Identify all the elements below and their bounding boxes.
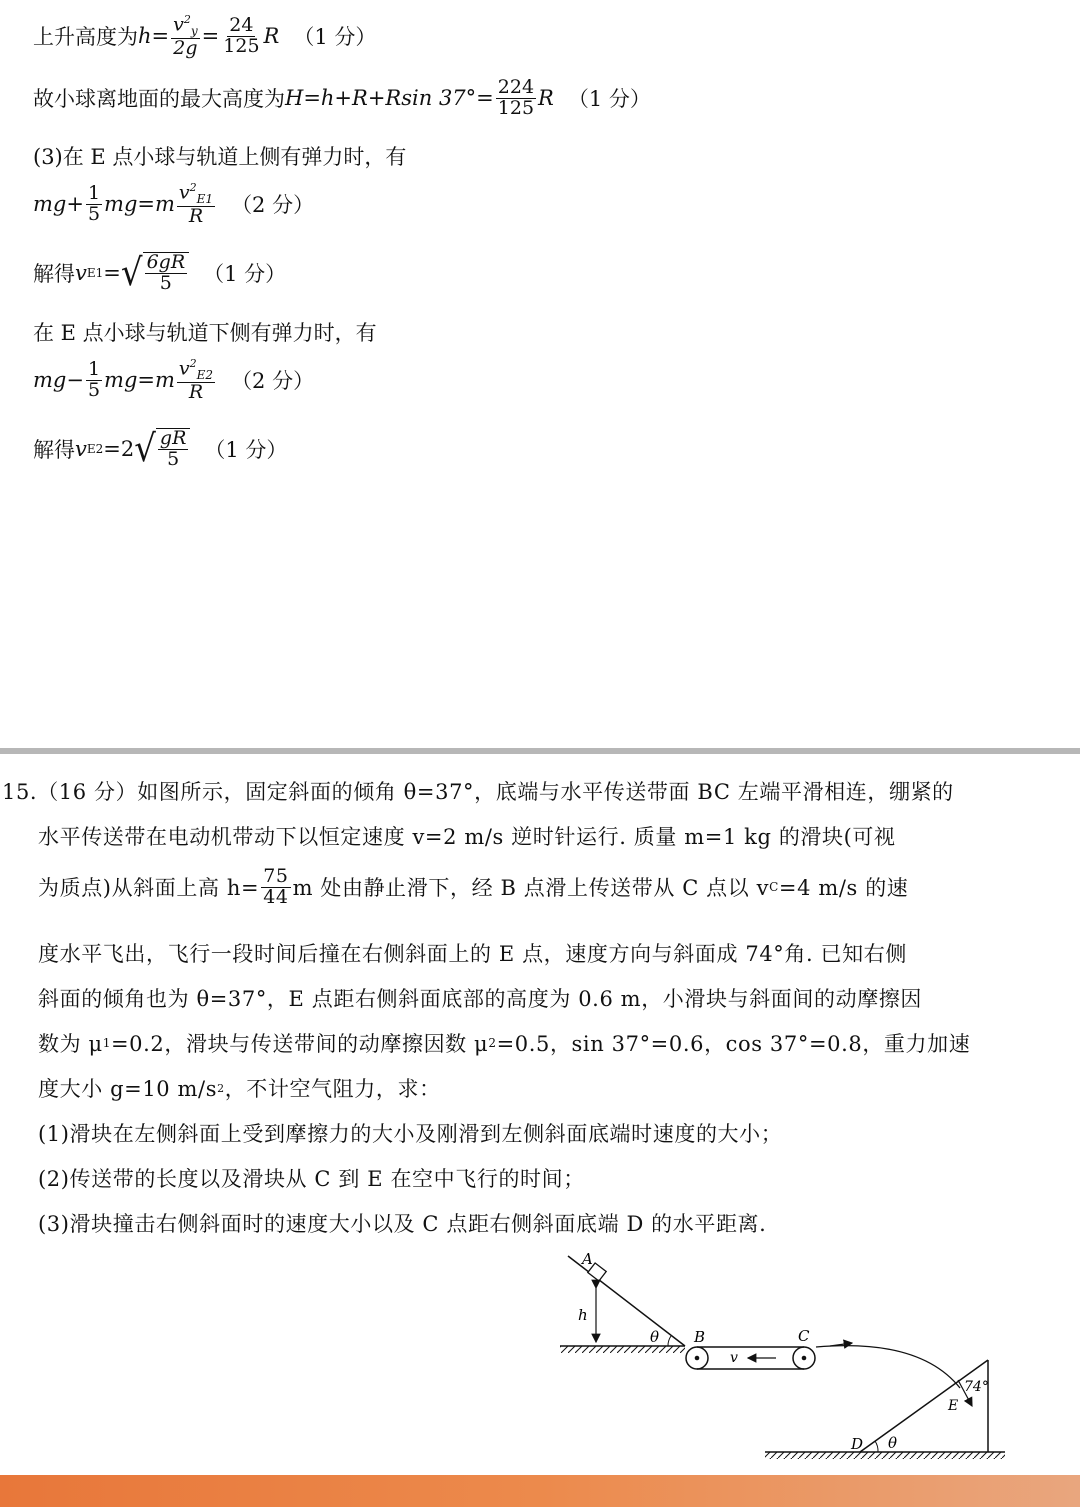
- question-2: (2)传送带的长度以及滑块从 C 到 E 在空中飞行的时间；: [38, 1167, 585, 1191]
- question-3: (3)滑块撞击右侧斜面时的速度大小以及 C 点距右侧斜面底端 D 的水平距离.: [38, 1212, 767, 1236]
- problem15-line-1: 15.（16 分）如图所示，固定斜面的倾角 θ=37°，底端与水平传送带面 BC 左端平滑相连，绷紧的: [2, 780, 954, 804]
- num: 1: [87, 357, 101, 380]
- label-B: B: [694, 1328, 706, 1346]
- den: 44: [263, 885, 289, 908]
- sub: E2: [86, 441, 104, 456]
- den: R: [188, 204, 204, 227]
- formula: mg=m: [104, 192, 175, 217]
- num: v: [178, 357, 190, 380]
- equals: =: [151, 24, 170, 49]
- formula: H=h+R+Rsin 37°=: [285, 86, 494, 111]
- problem15-line-5: 斜面的倾角也为 θ=37°，E 点距右侧斜面底部的高度为 0.6 m，小滑块与斜面间的动摩擦因: [38, 987, 922, 1011]
- fraction-1-5: [86, 357, 102, 401]
- text: 故小球离地面的最大高度为: [33, 87, 285, 112]
- var-R: R: [538, 86, 554, 111]
- sub: E1: [196, 192, 214, 207]
- sub: 2: [488, 1036, 497, 1050]
- formula: mg−: [33, 368, 84, 393]
- text: 为质点)从斜面上高 h=: [38, 876, 260, 901]
- sub: E1: [86, 265, 104, 280]
- fraction-224-125: [496, 78, 536, 119]
- text: =4 m/s 的速: [778, 876, 909, 901]
- num: gR: [159, 427, 187, 449]
- footer-bar: [0, 1475, 1080, 1507]
- den: R: [188, 380, 204, 403]
- label-v: v: [730, 1350, 738, 1366]
- score: （1 分）: [203, 261, 287, 286]
- label-theta-right: θ: [888, 1434, 898, 1452]
- label-h: h: [578, 1306, 588, 1324]
- den: 5: [159, 271, 172, 294]
- formula: mg=m: [104, 368, 175, 393]
- text: 度大小 g=10 m/s: [38, 1077, 218, 1101]
- score: （2 分）: [231, 369, 315, 394]
- fraction-vE2-R: [177, 358, 215, 403]
- sub: 1: [102, 1036, 111, 1050]
- solution-line-4: [33, 182, 314, 227]
- sub: C: [769, 880, 779, 895]
- fraction-vE1-R: [177, 182, 215, 227]
- sub: y: [190, 24, 198, 39]
- problem15-line-4: 度水平飞出，飞行一段时间后撞在右侧斜面上的 E 点，速度方向与斜面成 74°角. 已知右侧: [38, 942, 907, 966]
- left-angle-arc: [668, 1336, 671, 1346]
- var-v: v: [75, 436, 87, 461]
- num: 224: [497, 76, 535, 98]
- solution-line-5: [33, 252, 286, 294]
- question-1: (1)滑块在左侧斜面上受到摩擦力的大小及刚滑到左侧斜面底端时速度的大小；: [38, 1122, 783, 1146]
- text: 数为 μ: [38, 1032, 103, 1056]
- trajectory: [816, 1346, 960, 1388]
- var-R: R: [263, 24, 280, 49]
- right-incline: [860, 1360, 988, 1452]
- problem15-line-6: [38, 1028, 1080, 1058]
- equals: =2: [103, 436, 135, 461]
- label-C: C: [798, 1327, 810, 1345]
- label-A: A: [582, 1250, 593, 1268]
- text: 解得: [33, 261, 75, 286]
- right-ground-hatch: [765, 1452, 1005, 1459]
- left-incline: [568, 1256, 685, 1346]
- num: 1: [87, 181, 101, 204]
- fraction-1-5: [86, 181, 102, 225]
- text: m 处由静止滑下，经 B 点滑上传送带从 C 点以 v: [292, 876, 770, 901]
- right-angle-arc: [875, 1441, 878, 1452]
- den: 125: [497, 96, 535, 119]
- problem15-line-7: [38, 1073, 1080, 1103]
- sup: 2: [189, 357, 197, 370]
- sqrt: √ $\frac{6gR}{5}$: [121, 252, 189, 294]
- label-theta-left: θ: [650, 1328, 660, 1346]
- sup: 2: [189, 181, 197, 194]
- var-v: v: [75, 260, 87, 285]
- problem-figure: [540, 1248, 1020, 1468]
- fraction-gR-5: [158, 429, 188, 470]
- solution-line-8: [33, 428, 287, 470]
- text: 上升高度为: [33, 25, 138, 50]
- solution-line-1: 上升高度为 h = $\frac{v^2_y}{2g}$ = $\frac{24}{125}$ R （1 分）: [33, 13, 377, 59]
- label-D: D: [851, 1435, 864, 1453]
- left-ground-hatch: [560, 1346, 685, 1353]
- equals: =: [103, 260, 121, 285]
- problem15-line-3: [38, 867, 1080, 908]
- den: 5: [87, 378, 101, 401]
- solution-line-3: (3)在 E 点小球与轨道上侧有弹力时，有: [33, 145, 407, 169]
- score: （1 分）: [567, 87, 651, 112]
- num: v: [178, 181, 190, 204]
- solution-line-6: 在 E 点小球与轨道下侧有弹力时，有: [33, 321, 377, 345]
- sqrt: √ $\frac{gR}{5}$: [134, 428, 190, 470]
- label-angle: 74°: [964, 1379, 989, 1395]
- text: ，不计空气阻力，求：: [224, 1077, 441, 1101]
- score: （1 分）: [293, 25, 377, 50]
- fraction-6gR-5: [145, 253, 188, 294]
- solution-line-2: [33, 78, 651, 119]
- fraction-75-44: [261, 867, 290, 908]
- problem15-line-2: 水平传送带在电动机带动下以恒定速度 v=2 m/s 逆时针运行. 质量 m=1 kg 的滑块(可视: [38, 825, 896, 849]
- score: （1 分）: [204, 437, 288, 462]
- sub: E2: [196, 368, 214, 383]
- fraction-vy2-2g: [171, 14, 200, 59]
- text: 解得: [33, 437, 75, 462]
- num: 6gR: [146, 251, 186, 273]
- num: 24: [229, 13, 254, 36]
- den: 5: [167, 447, 180, 470]
- den: 5: [87, 202, 101, 225]
- fraction-24-125: [221, 13, 261, 57]
- var-h: h: [138, 24, 152, 49]
- formula: mg+: [33, 192, 84, 217]
- den: 2g: [173, 36, 198, 59]
- text: =0.2，滑块与传送带间的动摩擦因数 μ: [110, 1032, 489, 1056]
- sup: 2: [183, 13, 191, 26]
- num: 75: [263, 865, 289, 887]
- num: v: [173, 13, 184, 36]
- label-E: E: [948, 1398, 959, 1414]
- text: =0.5，sin 37°=0.6，cos 37°=0.8，重力加速: [496, 1032, 971, 1056]
- solution-line-7: [33, 358, 314, 403]
- page-divider: [0, 748, 1080, 754]
- score: （2 分）: [231, 193, 315, 218]
- den: 125: [223, 34, 260, 57]
- sup: 2: [217, 1081, 225, 1095]
